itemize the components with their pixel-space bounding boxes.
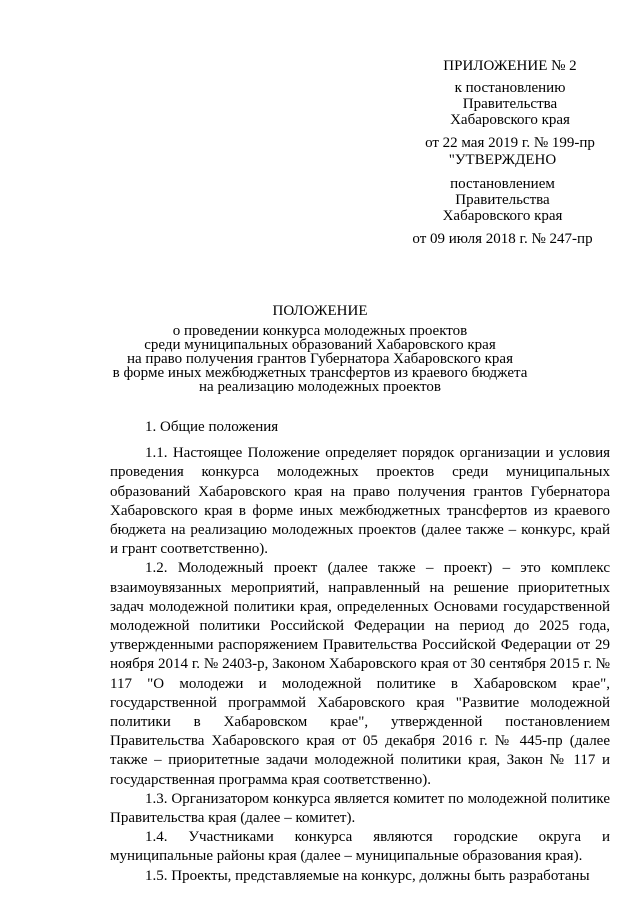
section-heading: 1. Общие положения — [145, 419, 279, 435]
approval-line: Правительства — [455, 192, 550, 208]
approval-line: Хабаровского края — [442, 208, 563, 224]
document-title-line: о проведении конкурса молодежных проектов — [172, 323, 468, 339]
document-title — [100, 304, 540, 394]
document-body — [110, 418, 610, 886]
annex-line: Правительства — [462, 96, 558, 112]
approval-line: постановлением — [450, 176, 555, 192]
paragraph: 1.5. Проекты, представляемые на конкурс, должны быть разработаны — [145, 867, 590, 884]
annex-title: ПРИЛОЖЕНИЕ № 2 — [443, 58, 577, 74]
approval-head: "УТВЕРЖДЕНО — [448, 152, 557, 168]
document-title-line: среди муниципальных образований Хабаровского края — [144, 337, 496, 353]
paragraph: 1.3. Организатором конкурса является комитет по молодежной политике Правительства края (далее – комитет). — [110, 790, 610, 827]
paragraph: 1.1. Настоящее Положение определяет порядок организации и условия проведения конкурса молодежных проектов среди муниципальных образований Хабаровского края на право получения грантов Губернатора Хабаровского края в форме иных межбюджетных трансфертов из краевого бюджета на реализацию молодежных проектов (далее также – конкурс, край и грант соответственно). — [110, 445, 610, 558]
annex-line: Хабаровского края — [450, 112, 570, 128]
document-title-line: на реализацию молодежных проектов — [199, 379, 441, 395]
document-title-line: в форме иных межбюджетных трансфертов из краевого бюджета — [112, 365, 528, 381]
approval-date: от 09 июля 2018 г. № 247-пр — [412, 231, 593, 247]
paragraph: 1.4. Участниками конкурса являются городские округа и муниципальные районы края (далее – муниципальные образования края). — [110, 829, 610, 865]
annex-line: к постановлению — [454, 80, 566, 96]
annex-block — [400, 58, 620, 151]
document-title-main: ПОЛОЖЕНИЕ — [272, 303, 368, 319]
document-title-line: на право получения грантов Губернатора Хабаровского края — [127, 351, 513, 367]
annex-date: от 22 мая 2019 г. № 199-пр — [425, 135, 595, 151]
paragraph: 1.2. Молодежный проект (далее также – проект) – это комплекс взаимоувязанных мероприятий, направленный на решение приоритетных задач молодежной политики края, определенных Основами государственной молодежной политики Российской Федерации на период до 2025 года, утвержденными распоряжением Правительства Российской Федерации от 29 ноября 2014 г. № 2403-р, Законом Хабаровского края от 30 сентября 2015 г. № 117 "О молодежи и молодежной политике в Хабаровском крае", государственной программой Хабаровского края "Развитие молодежной политики в Хабаровском крае", утвержденной постановлением Правительства Хабаровского края от 05 декабря 2016 г. № 445-пр (далее также – приоритетные задачи молодежной политики края, Закон № 117 и государственная программа края соответственно). — [110, 560, 610, 788]
approval-block — [395, 152, 610, 247]
